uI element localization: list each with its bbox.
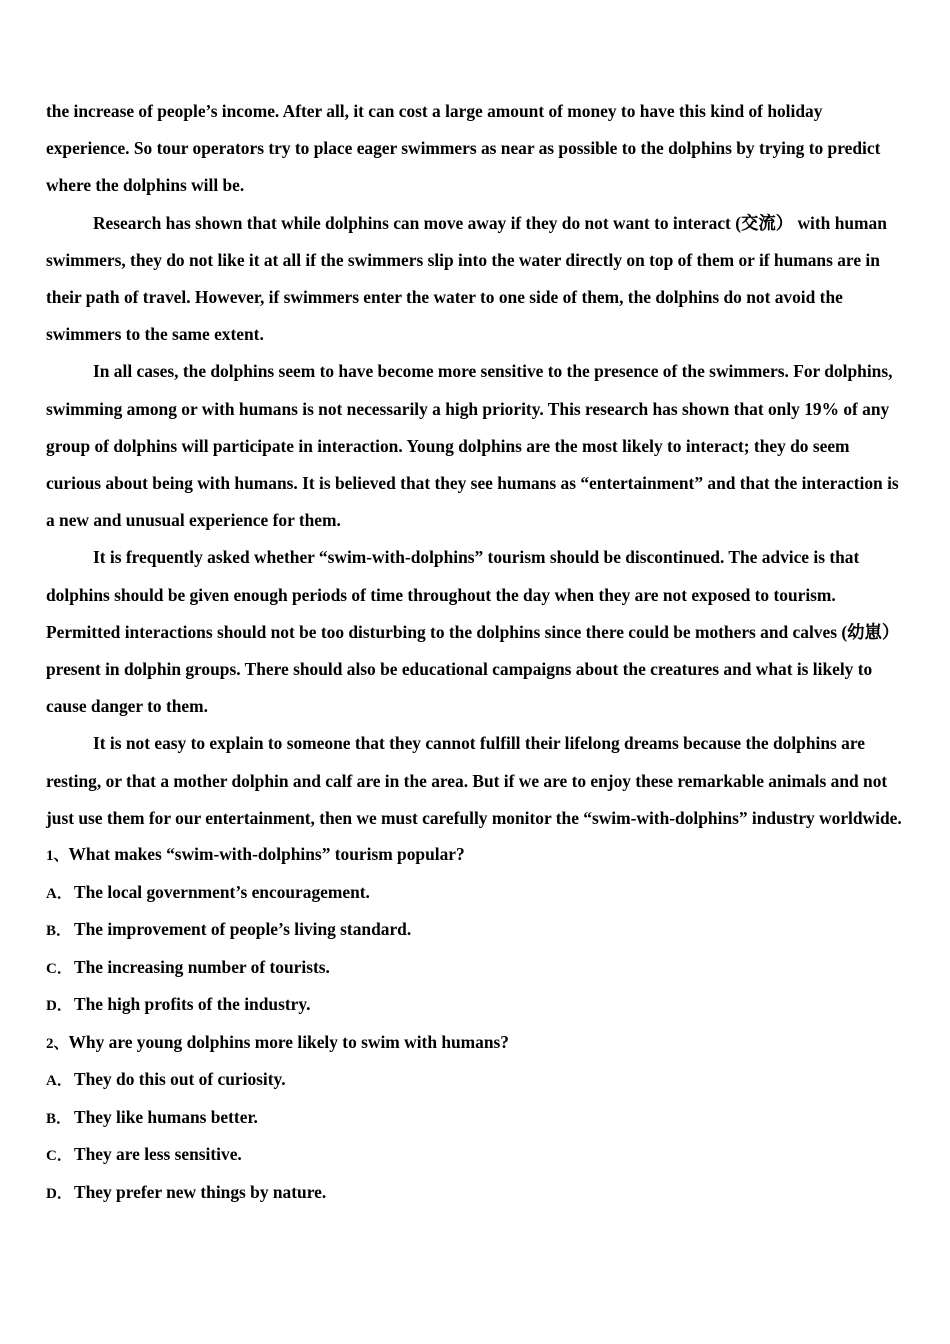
option-a[interactable] bbox=[46, 875, 904, 913]
option-letter: D． bbox=[46, 1185, 72, 1202]
passage-paragraph-5: It is not easy to explain to someone that they cannot fulfill their lifelong dreams because the dolphins are resting, or that a mother dolphin and calf are in the area. But if we are to enjoy these remarkable animals and not just use them for our entertainment, then we must carefully monitor the “swim-with-dolphins” industry worldwide. bbox=[46, 733, 902, 828]
option-text: They prefer new things by nature. bbox=[74, 1181, 327, 1202]
passage-paragraph-4: It is frequently asked whether “swim-with-dolphins” tourism should be discontinued. The advice is that dolphins should be given enough periods of time throughout the day when they are not exposed to tourism. Permitted interactions should not be too disturbing to the dolphins since there could be mothers and calves (幼崽） present in dolphin groups. There should also be educational campaigns about the creatures and what is likely to cause danger to them. bbox=[46, 547, 900, 717]
option-letter: D． bbox=[46, 998, 72, 1015]
option-text: The local government’s encouragement. bbox=[74, 881, 370, 902]
option-letter: B． bbox=[46, 1110, 72, 1127]
option-letter: C． bbox=[46, 960, 72, 977]
option-text: They are less sensitive. bbox=[74, 1144, 242, 1165]
option-c[interactable] bbox=[46, 1137, 904, 1175]
option-text: They do this out of curiosity. bbox=[74, 1069, 286, 1090]
question-stem bbox=[46, 837, 904, 875]
option-text: They like humans better. bbox=[74, 1106, 258, 1127]
option-d[interactable] bbox=[46, 1175, 904, 1213]
question-text: What makes “swim-with-dolphins” tourism popular? bbox=[68, 844, 465, 865]
question-1 bbox=[46, 837, 904, 1025]
option-d[interactable] bbox=[46, 987, 904, 1025]
reading-passage bbox=[46, 93, 904, 837]
question-text: Why are young dolphins more likely to swim with humans? bbox=[68, 1031, 509, 1052]
question-stem bbox=[46, 1025, 904, 1063]
passage-paragraph-1: the increase of people’s income. After all, it can cost a large amount of money to have this kind of holiday experience. So tour operators try to place eager swimmers as near as possible to the dolphins by trying to predict where the dolphins will be. bbox=[46, 101, 881, 196]
option-letter: A． bbox=[46, 885, 72, 902]
question-number: 1、 bbox=[46, 848, 69, 865]
option-a[interactable] bbox=[46, 1062, 904, 1100]
option-letter: A． bbox=[46, 1073, 72, 1090]
option-b[interactable] bbox=[46, 1100, 904, 1138]
option-letter: B． bbox=[46, 923, 72, 940]
passage-paragraph-3: In all cases, the dolphins seem to have become more sensitive to the presence of the swimmers. For dolphins, swimming among or with humans is not necessarily a high priority. This research has shown that only 19% of any group of dolphins will participate in interaction. Young dolphins are the most likely to interact; they do seem curious about being with humans. It is believed that they see humans as “entertainment” and that the interaction is a new and unusual experience for them. bbox=[46, 361, 899, 531]
passage-paragraph-2: Research has shown that while dolphins can move away if they do not want to interact (交流） with human swimmers, they do not like it at all if the swimmers slip into the water directly on top of them or if humans are in their path of travel. However, if swimmers enter the water to one side of them, the dolphins do not avoid the swimmers to the same extent. bbox=[46, 212, 887, 345]
option-text: The improvement of people’s living standard. bbox=[74, 919, 412, 940]
option-b[interactable] bbox=[46, 912, 904, 950]
question-2 bbox=[46, 1025, 904, 1213]
option-letter: C． bbox=[46, 1148, 72, 1165]
option-c[interactable] bbox=[46, 950, 904, 988]
question-number: 2、 bbox=[46, 1035, 69, 1052]
document-page bbox=[46, 93, 904, 1212]
option-text: The increasing number of tourists. bbox=[74, 956, 330, 977]
option-text: The high profits of the industry. bbox=[74, 994, 311, 1015]
